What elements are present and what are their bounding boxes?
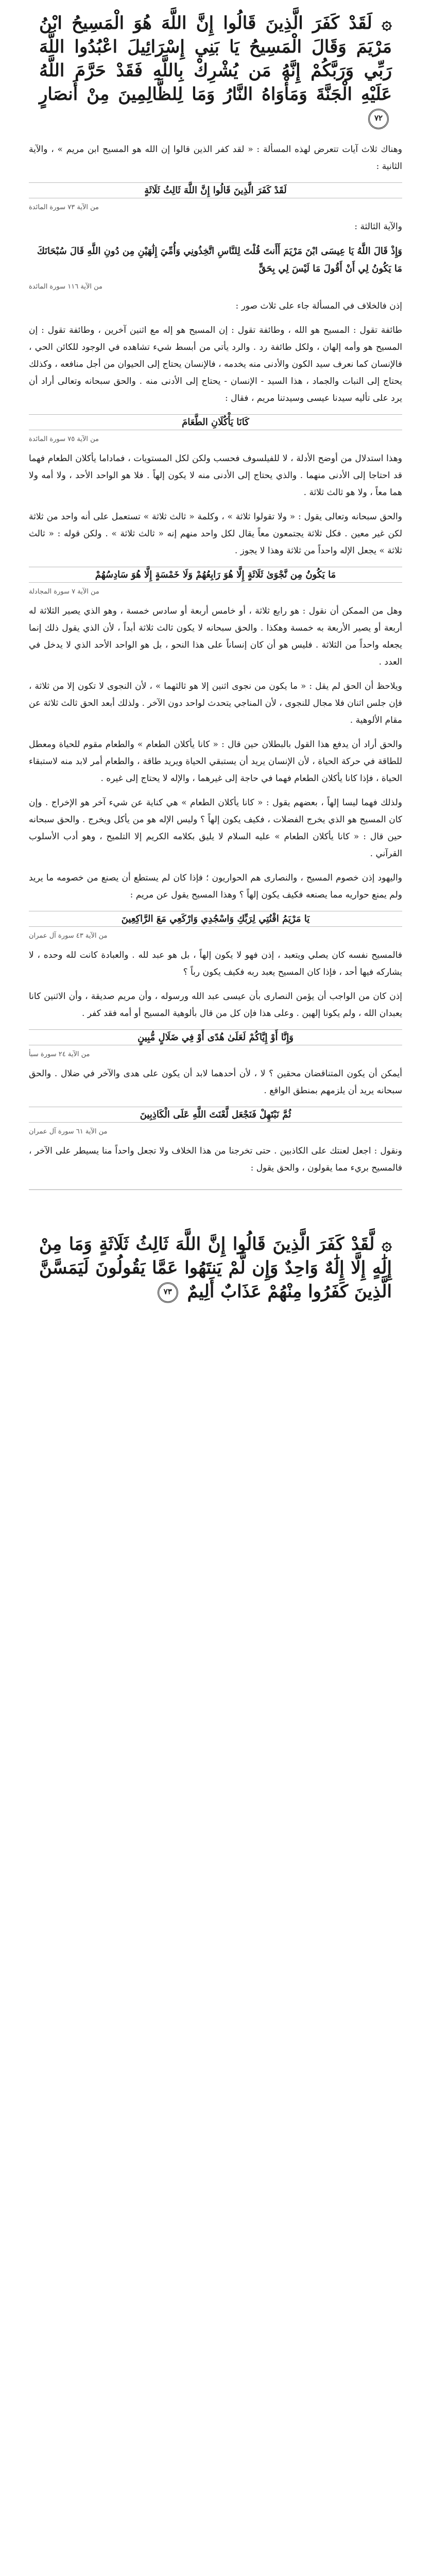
quote-5: وَإِنَّا أَوْ إِيَّاكُمْ لَعَلَىٰ هُدًى أَوْ فِي ضَلَالٍ مُّبِينٍ	[29, 1029, 402, 1045]
paragraph-9: واليهود إذن خصوم المسيح ، والنصارى هم الحواريون ؛ فإذا كان لم يستطع أن يصنع من خصومه ما يريد ولم يمنع حواريه مما يصنعه فكيف يكون إلهاً ؟ وهذا المسيح يقول عن مريم :	[29, 873, 402, 900]
paragraph-13: ونقول : اجعل لعنتك على الكاذبين . حتى تخرجنا من هذا الخلاف ولا تجعل واحداً منا يسيطر على الآخر ، فالمسيح بريء مما يقولون ، والحق يقول :	[29, 1146, 402, 1173]
paragraph-8: ولذلك فهما ليسا إلهاً ، بعضهم يقول : « كانا يأكلان الطعام » هي كناية عن شيء آخر هو الإخراج . وإن كان المسيح هو الذي يخرج الفضلات ، فكيف يكون إلهاً ؟ وليس الإله هو من يأكل ويخرج . والحق سبحانه حين قال : « كانا يأكلان الطعام » عليه السلام لا يليق بكلامه الكريم إلا التلميح ، وهو أدب الأسلوب القرآني .	[29, 798, 402, 859]
paragraph-6: ويلاحظ أن الحق لم يقل : « ما يكون من نجوى اثنين إلا هو ثالثهما » ، لأن النجوى لا تكون إلا من ثلاثة ، فإن جلس اثنان فلا مجال للنجوى ، لأن المناجي يتحدث لواحد دون الآخر . ولذلك أبعد الحق ثالث ثلاثة عن مقام الألوهية .	[29, 681, 402, 725]
paragraph-12: أيمكن أن يكون المتناقضان محقين ؟ لا ، لأن أحدهما لابد أن يكون على هدى والآخر في ضلال . والحق سبحانه يريد أن يلزمهم بمنطق الواقع .	[29, 1069, 402, 1096]
ornament-icon: ۞	[382, 13, 392, 33]
footer-verse	[39, 1232, 392, 1303]
quote-1-ref: من الآية ٧٣ سورة المائدة	[29, 204, 99, 211]
paragraph-7: والحق أراد أن يدفع هذا القول بالبطلان حين قال : « كانا يأكلان الطعام » والطعام مقوم للحياة ومعطل للطاقة في حركة الحياة ، لأن الإنسان يريد أن يستبقي الحياة ويريد طاقة ، والطعام أمر لابد منه لاستبقاء الحياة ، فإذا كانا يأكلان الطعام فهما في حاجة إلى غيرهما ، والإله لا يحتاج إلى غيره .	[29, 739, 402, 784]
paragraph-3: وهذا استدلال من أوضح الأدلة ، لا للفيلسوف فحسب ولكن لكل المستويات ، فماداما يأكلان الطعام فهما قد احتاجا إلى الأدنى منهما . والذي يحتاج إلى الأدنى منه لا يكون إلهاً . فلا هو الواحد الأحد ، ولا أمه ولا هما معاً ، ولا هو ثالث ثلاثة .	[29, 453, 402, 498]
ayah-3: وَإِذْ قَالَ اللَّهُ يَا عِيسَى ابْنَ مَرْيَمَ أَأَنتَ قُلْتَ لِلنَّاسِ اتَّخِذُونِي وَأُمِّيَ إِلَٰهَيْنِ مِن دُونِ اللَّهِ قَالَ سُبْحَانَكَ مَا يَكُونُ لِي أَنْ أَقُولَ مَا لَيْسَ لِي بِحَقٍّ	[37, 246, 402, 274]
quote-1: لَقَدْ كَفَرَ الَّذِينَ قَالُوا إِنَّ اللَّهَ ثَالِثُ ثَلَاثَةٍ	[29, 182, 402, 198]
paragraph-1: إذن فالخلاف في المسألة جاء على ثلاث صور :	[235, 301, 402, 311]
divider	[29, 1189, 402, 1190]
header-verse-text: لَقَدْ كَفَرَ الَّذِينَ قَالُوا إِنَّ اللَّهَ هُوَ الْمَسِيحُ ابْنُ مَرْيَمَ وَقَالَ الْمَسِيحُ يَا بَنِي إِسْرَائِيلَ اعْبُدُوا اللَّهَ رَبِّي وَرَبَّكُمْ إِنَّهُ مَن يُشْرِكْ بِاللَّهِ فَقَدْ حَرَّمَ اللَّهُ عَلَيْهِ الْجَنَّةَ وَمَأْوَاهُ النَّارُ وَمَا لِلظَّالِمِينَ مِنْ أَنصَارٍ	[39, 13, 392, 105]
quote-5-ref: من الآية ٢٤ سورة سبأ	[29, 1050, 90, 1058]
quote-4: يَا مَرْيَمُ اقْنُتِي لِرَبِّكِ وَاسْجُدِي وَارْكَعِي مَعَ الرَّاكِعِينَ	[29, 911, 402, 927]
paragraph-5: وهل من الممكن أن نقول : هو رابع ثلاثة ، أو خامس أربعة أو سادس خمسة ، وهو الذي يصير الثلاثة له أربعة أو يصير الأربعة به خمسة وهكذا . والحق سبحانه لا يكون ثالث ثلاثة أبداً ، لأن الذي يقول ذلك إنما يجعله واحداً من الثلاثة . فليس هو أن كان إنساناً على هذا النحو ، بل هو الواحد الأحد الذي لا يدخل في العدد .	[29, 606, 402, 667]
header-verse	[39, 11, 392, 130]
quote-2-ref: من الآية ٧٥ سورة المائدة	[29, 435, 99, 443]
footer-verse-text: لَّقَدْ كَفَرَ الَّذِينَ قَالُوا إِنَّ اللَّهَ ثَالِثُ ثَلَاثَةٍ وَمَا مِنْ إِلَٰهٍ إِلَّا إِلَٰهٌ وَاحِدٌ وَإِن لَّمْ يَنتَهُوا عَمَّا يَقُولُونَ لَيَمَسَّنَّ الَّذِينَ كَفَرُوا مِنْهُمْ عَذَابٌ أَلِيمٌ	[39, 1234, 392, 1302]
ayah-3-ref: من الآية ١١٦ سورة المائدة	[29, 283, 102, 291]
paragraph-11: إذن كان من الواجب أن يؤمن النصارى بأن عيسى عبد الله ورسوله ، وأن مريم صديقة ، وأن الاثنين كانا يعبدان الله ، ولم يكونا إلهين . وعلى هذا فإن كل من قال بألوهية المسيح أو أمه فقد كفر .	[29, 991, 402, 1019]
paragraph-2: طائفة تقول : المسيح هو الله ، وطائفة تقول : إن المسيح هو إله مع اثنين آخرين ، وطائفة تقول : إن المسيح هو وأمه إلهان ، ولكل طائفة رد . والرد يأتي من أبسط شيء تشاهده في الوجود للكائن الحي ، فالإنسان كما نعرف سيد الكون والأدنى منه يخدمه ، فالإنسان يحتاج إلى الحيوان من أجل منافعه ، وكذلك يحتاج إلى النبات والجماد ، هذا السيد - الإنسان - يحتاج إلى الأدنى منه . والحق سبحانه وتعالى أراد أن يرد على تأليه سيدنا عيسى وسيدتنا مريم ، فقال :	[29, 325, 402, 403]
paragraph-4: والحق سبحانه وتعالى يقول : « ولا تقولوا ثلاثة » ، وكلمة « ثالث ثلاثة » تستعمل على أنه واحد من ثلاثة لكن غير معين . فكل ثلاثة يجتمعون معاً يقال لكل واحد منهم إنه « ثالث ثلاثة » . ولكن قوله : « ثالث ثلاثة » يجعل الإله واحداً من ثلاثة وهذا لا يجوز .	[29, 512, 402, 556]
quote-3-ref: من الآية ٧ سورة المجادلة	[29, 588, 99, 596]
quote-6: ثُمَّ نَبْتَهِلْ فَنَجْعَل لَّعْنَتَ اللَّهِ عَلَى الْكَاذِبِينَ	[29, 1107, 402, 1123]
quote-2: كَانَا يَأْكُلَانِ الطَّعَامَ	[29, 414, 402, 430]
body-section	[29, 141, 402, 1177]
quote-3: مَا يَكُونُ مِن نَّجْوَىٰ ثَلَاثَةٍ إِلَّا هُوَ رَابِعُهُمْ وَلَا خَمْسَةٍ إِلَّا هُوَ سَادِسُهُمْ	[29, 567, 402, 583]
ornament-icon: ۞	[382, 1234, 392, 1255]
paragraph-10: فالمسيح نفسه كان يصلي ويتعبد ، إذن فهو لا يكون إلهاً ، بل هو عبد لله . والعبادة كانت لله وحده ، لا يشاركه فيها أحد ، فإذا كان المسيح يعبد ربه فكيف يكون رباً ؟	[29, 950, 402, 977]
quote-6-ref: من الآية ٦١ سورة آل عمران	[29, 1128, 108, 1136]
verse-number-badge: ٧٢	[368, 109, 389, 129]
intro-paragraph: وهناك ثلاث آيات تتعرض لهذه المسألة : « لقد كفر الذين قالوا إن الله هو المسيح ابن مريم » ، والآية الثانية :	[29, 144, 402, 172]
header-verse-block	[29, 0, 402, 130]
quote-4-ref: من الآية ٤٣ سورة آل عمران	[29, 932, 108, 940]
footer-verse-block	[29, 1221, 402, 1303]
verse-number-badge: ٧٣	[158, 1282, 178, 1303]
third-label: والآية الثالثة :	[354, 222, 402, 232]
